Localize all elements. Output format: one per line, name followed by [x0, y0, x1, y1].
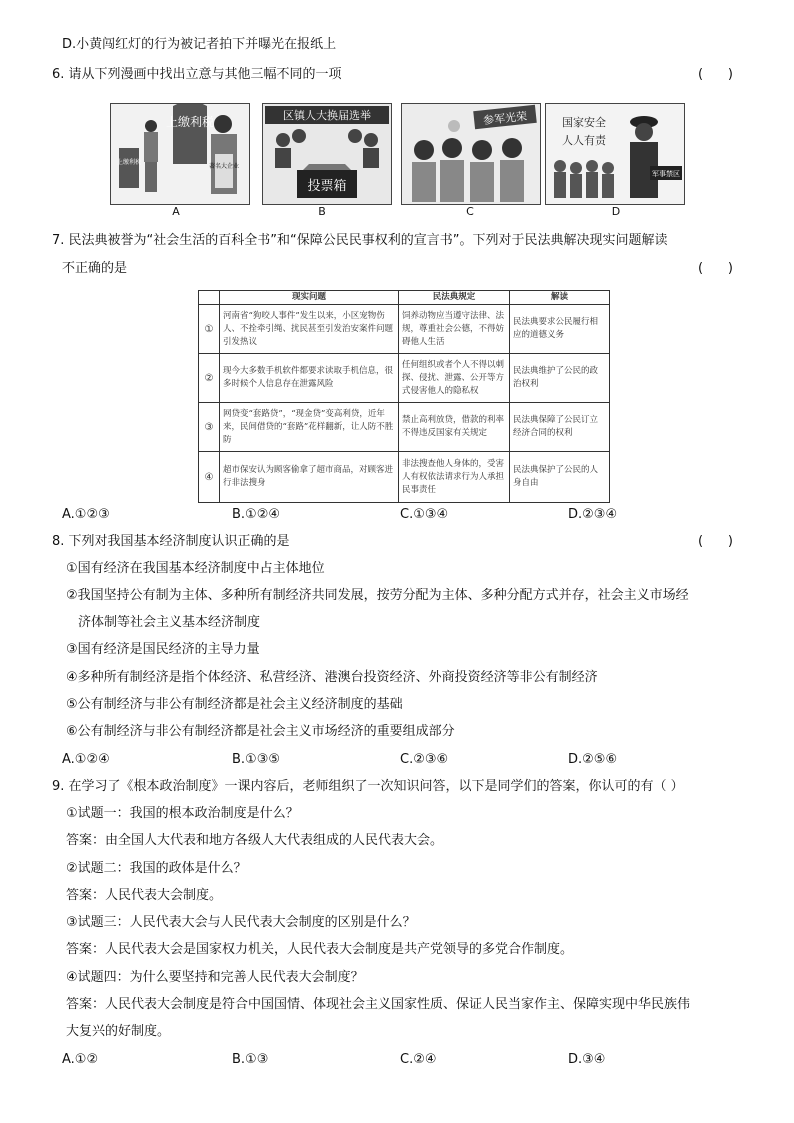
civil-code-table: [198, 290, 610, 503]
table-row: [199, 305, 610, 354]
q7-option-b: B.①②④: [232, 507, 281, 522]
q8-item-4: ④多种所有制经济是指个体经济、私营经济、港澳台投资经济、外商投资经济等非公有制经济: [66, 670, 598, 685]
q8-option-a: A.①②④: [62, 752, 110, 767]
cartoon-b-illustration: [263, 104, 391, 204]
q9-line-1: ①试题一：我国的根本政治制度是什么？: [66, 806, 299, 821]
q8-answer-paren: ( ): [698, 534, 733, 549]
q7-option-d: D.②③④: [568, 507, 618, 522]
q8-item-6: ⑥公有制经济与非公有制经济都是社会主义市场经济的重要组成部分: [66, 724, 455, 739]
q9-line-4: 答案：人民代表大会制度。: [66, 888, 223, 903]
q9-option-a: A.①②: [62, 1052, 99, 1067]
q9-line-7: ④试题四：为什么要坚持和完善人民代表大会制度？: [66, 970, 364, 985]
cartoon-a-caption: A: [172, 205, 180, 218]
cartoon-d-illustration: [546, 104, 684, 204]
q8-option-c: C.②③⑥: [400, 752, 449, 767]
cartoon-a-illustration: [111, 104, 249, 204]
q7-stem-line2: 不正确的是: [62, 261, 128, 276]
cartoon-a: [110, 103, 250, 205]
cartoon-b-caption: B: [318, 205, 326, 218]
cartoon-c-illustration: [402, 104, 540, 204]
row-reading: 民法典保护了公民的人身自由: [510, 452, 610, 503]
q5-option-d: D.小黄闯红灯的行为被记者拍下并曝光在报纸上: [62, 37, 337, 52]
row-index: ③: [199, 403, 220, 452]
table-header-row: [199, 291, 610, 305]
q9-option-b: B.①③: [232, 1052, 269, 1067]
table-header-rule: 民法典规定: [399, 291, 510, 305]
cartoon-d-badge: 军事禁区: [652, 170, 680, 178]
q9-option-c: C.②④: [400, 1052, 437, 1067]
q7-option-a: A.①②③: [62, 507, 110, 522]
cartoon-c: [401, 103, 541, 205]
q8-item-3: ③国有经济是国民经济的主导力量: [66, 642, 260, 657]
row-problem: 超市保安认为顾客偷拿了超市商品，对顾客进行非法搜身: [220, 452, 399, 503]
table-row: [199, 452, 610, 503]
cartoon-a-small-sign: 上缴利税: [116, 159, 142, 166]
row-rule: 非法搜查他人身体的，受害人有权依法请求行为人承担民事责任: [399, 452, 510, 503]
q8-item-2: ②我国坚持公有制为主体、多种所有制经济共同发展，按劳分配为主体、多种分配方式并存，社会主义市场经: [66, 588, 689, 603]
row-rule: 任何组织或者个人不得以刺探、侵扰、泄露、公开等方式侵害他人的隐私权: [399, 354, 510, 403]
q9-line-5: ③试题三：人民代表大会与人民代表大会制度的区别是什么？: [66, 915, 416, 930]
q9-stem: 9. 在学习了《根本政治制度》一课内容后，老师组织了一次知识问答，以下是同学们的答案，你认可的有（ ）: [52, 779, 684, 794]
cartoon-d-caption: D: [611, 205, 621, 218]
table-header-problem: 现实问题: [220, 291, 399, 305]
q8-item-5: ⑤公有制经济与非公有制经济都是社会主义经济制度的基础: [66, 697, 403, 712]
q8-option-b: B.①③⑤: [232, 752, 281, 767]
cartoon-d: [545, 103, 685, 205]
row-rule: 饲养动物应当遵守法律、法规，尊重社会公德，不得妨碍他人生活: [399, 305, 510, 354]
q9-line-2: 答案：由全国人大代表和地方各级人大代表组成的人民代表大会。: [66, 833, 444, 848]
q7-answer-paren: ( ): [698, 261, 733, 276]
table-row: [199, 403, 610, 452]
q8-stem: 8. 下列对我国基本经济制度认识正确的是: [52, 534, 290, 549]
row-problem: 现今大多数手机软件都要求读取手机信息，很多时候个人信息存在泄露风险: [220, 354, 399, 403]
q7-option-c: C.①③④: [400, 507, 449, 522]
q8-option-d: D.②⑤⑥: [568, 752, 618, 767]
row-rule: 禁止高利放贷，借款的利率不得违反国家有关规定: [399, 403, 510, 452]
row-reading: 民法典保障了公民订立经济合同的权利: [510, 403, 610, 452]
q9-option-d: D.③④: [568, 1052, 606, 1067]
table-row: [199, 354, 610, 403]
cartoon-d-text-2: 人人有责: [562, 134, 606, 147]
cartoon-c-caption: C: [466, 205, 474, 218]
cartoon-d-text-1: 国家安全: [562, 116, 606, 129]
row-index: ①: [199, 305, 220, 354]
row-reading: 民法典要求公民履行相应的道德义务: [510, 305, 610, 354]
q6-answer-paren: ( ): [698, 67, 733, 82]
q9-line-3: ②试题二：我国的政体是什么？: [66, 861, 247, 876]
q8-item-1: ①国有经济在我国基本经济制度中占主体地位: [66, 561, 325, 576]
q9-line-9: 大复兴的好制度。: [66, 1024, 171, 1039]
cartoon-a-big-sign-1: 上缴利税: [165, 115, 215, 129]
row-index: ②: [199, 354, 220, 403]
row-problem: 网贷变“套路贷”，“现金贷”变高利贷，近年来，民间借贷的“套路”花样翻新，让人防不胜防: [220, 403, 399, 452]
q7-stem-line1: 7. 民法典被誉为“社会生活的百科全书”和“保障公民民事权利的宣言书”。下列对于民法典解决现实问题解读: [52, 233, 668, 248]
table-header-reading: 解读: [510, 291, 610, 305]
table-header-idx: [199, 291, 220, 305]
q8-item-2-cont: 济体制等社会主义基本经济制度: [78, 615, 261, 630]
q9-line-8: 答案：人民代表大会制度是符合中国国情、体现社会主义国家性质、保证人民当家作主、保障实现中华民族伟: [66, 997, 691, 1012]
q6-stem: 6. 请从下列漫画中找出立意与其他三幅不同的一项: [52, 67, 342, 82]
cartoon-a-label-2: 著名大企业: [208, 163, 240, 170]
cartoon-b-box-label: 投票箱: [307, 179, 347, 194]
cartoon-b-banner: 区镇人大换届选举: [283, 109, 371, 122]
q9-line-6: 答案：人民代表大会是国家权力机关，人民代表大会制度是共产党领导的多党合作制度。: [66, 942, 574, 957]
cartoon-c-banner: 参军光荣: [482, 109, 528, 128]
row-reading: 民法典维护了公民的政治权利: [510, 354, 610, 403]
row-problem: 河南省“狗咬人事件”发生以来，小区宠物伤人、不拴牵引绳、扰民甚至引发治安案件问题引发热议: [220, 305, 399, 354]
cartoon-b: [262, 103, 392, 205]
row-index: ④: [199, 452, 220, 503]
